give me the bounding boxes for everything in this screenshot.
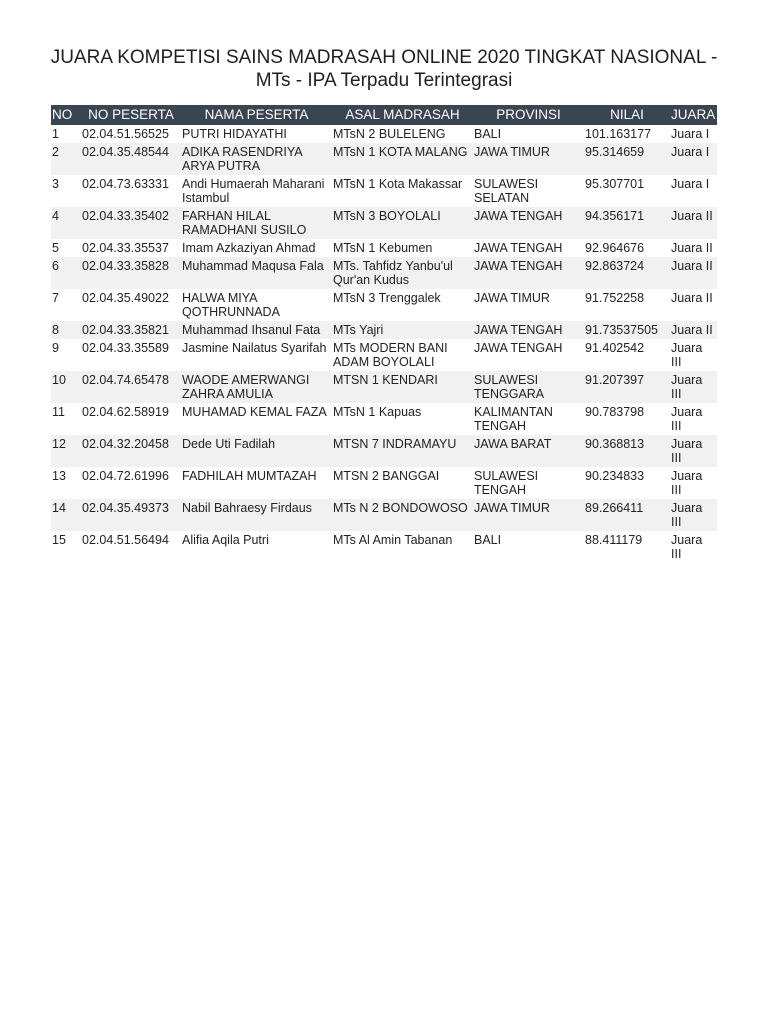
table-row: [51, 125, 717, 143]
cell-provinsi: JAWA TIMUR: [473, 143, 584, 175]
cell-provinsi: SULAWESI TENGGARA: [473, 371, 584, 403]
cell-no: 13: [51, 467, 81, 499]
cell-nilai: 91.73537505: [584, 321, 670, 339]
cell-nilai: 92.863724: [584, 257, 670, 289]
column-header-no-peserta: NO PESERTA: [81, 105, 181, 125]
cell-asal-madrasah: MTsN 1 KOTA MALANG: [332, 143, 473, 175]
cell-asal-madrasah: MTsN 3 Trenggalek: [332, 289, 473, 321]
cell-nama-peserta: Jasmine Nailatus Syarifah: [181, 339, 332, 371]
cell-juara: Juara I: [670, 125, 717, 143]
cell-nilai: 91.402542: [584, 339, 670, 371]
cell-nilai: 88.411179: [584, 531, 670, 563]
cell-no-peserta: 02.04.73.63331: [81, 175, 181, 207]
cell-asal-madrasah: MTsN 3 BOYOLALI: [332, 207, 473, 239]
cell-no-peserta: 02.04.33.35589: [81, 339, 181, 371]
cell-asal-madrasah: MTs. Tahfidz Yanbu'ul Qur'an Kudus: [332, 257, 473, 289]
cell-juara: Juara II: [670, 289, 717, 321]
cell-no: 7: [51, 289, 81, 321]
cell-provinsi: JAWA TENGAH: [473, 207, 584, 239]
cell-no-peserta: 02.04.51.56494: [81, 531, 181, 563]
cell-juara: Juara II: [670, 207, 717, 239]
cell-no: 12: [51, 435, 81, 467]
cell-asal-madrasah: MTs Al Amin Tabanan: [332, 531, 473, 563]
cell-provinsi: SULAWESI TENGAH: [473, 467, 584, 499]
column-header-asal-madrasah: ASAL MADRASAH: [332, 105, 473, 125]
cell-no-peserta: 02.04.35.49022: [81, 289, 181, 321]
column-header-no: NO: [51, 105, 81, 125]
cell-nilai: 95.307701: [584, 175, 670, 207]
cell-provinsi: SULAWESI SELATAN: [473, 175, 584, 207]
cell-nama-peserta: HALWA MIYA QOTHRUNNADA: [181, 289, 332, 321]
cell-no-peserta: 02.04.74.65478: [81, 371, 181, 403]
cell-nama-peserta: FARHAN HILAL RAMADHANI SUSILO: [181, 207, 332, 239]
cell-no: 11: [51, 403, 81, 435]
cell-provinsi: KALIMANTAN TENGAH: [473, 403, 584, 435]
cell-no-peserta: 02.04.33.35821: [81, 321, 181, 339]
cell-provinsi: JAWA TENGAH: [473, 339, 584, 371]
table-row: [51, 339, 717, 371]
table-row: [51, 207, 717, 239]
column-header-provinsi: PROVINSI: [473, 105, 584, 125]
cell-nilai: 90.783798: [584, 403, 670, 435]
cell-nilai: 90.234833: [584, 467, 670, 499]
cell-juara: Juara III: [670, 531, 717, 563]
cell-asal-madrasah: MTSN 7 INDRAMAYU: [332, 435, 473, 467]
table-row: [51, 435, 717, 467]
cell-nama-peserta: Muhammad Ihsanul Fata: [181, 321, 332, 339]
cell-asal-madrasah: MTSN 2 BANGGAI: [332, 467, 473, 499]
cell-asal-madrasah: MTsN 1 Kebumen: [332, 239, 473, 257]
document-title: [40, 46, 728, 92]
cell-no-peserta: 02.04.33.35402: [81, 207, 181, 239]
cell-no-peserta: 02.04.33.35537: [81, 239, 181, 257]
cell-asal-madrasah: MTsN 1 Kapuas: [332, 403, 473, 435]
cell-juara: Juara III: [670, 499, 717, 531]
title-line-1: JUARA KOMPETISI SAINS MADRASAH ONLINE 2020 TINGKAT NASIONAL -: [50, 47, 718, 68]
cell-juara: Juara III: [670, 339, 717, 371]
cell-no: 1: [51, 125, 81, 143]
cell-juara: Juara I: [670, 143, 717, 175]
cell-no: 10: [51, 371, 81, 403]
cell-nama-peserta: Nabil Bahraesy Firdaus: [181, 499, 332, 531]
cell-no-peserta: 02.04.32.20458: [81, 435, 181, 467]
table-row: [51, 371, 717, 403]
cell-juara: Juara III: [670, 435, 717, 467]
cell-nilai: 89.266411: [584, 499, 670, 531]
cell-no: 9: [51, 339, 81, 371]
cell-nama-peserta: MUHAMAD KEMAL FAZA: [181, 403, 332, 435]
cell-nama-peserta: Imam Azkaziyan Ahmad: [181, 239, 332, 257]
cell-provinsi: BALI: [473, 531, 584, 563]
cell-asal-madrasah: MTs Yajri: [332, 321, 473, 339]
table-body: [51, 125, 717, 563]
cell-nama-peserta: FADHILAH MUMTAZAH: [181, 467, 332, 499]
cell-provinsi: JAWA TENGAH: [473, 239, 584, 257]
cell-no: 14: [51, 499, 81, 531]
cell-asal-madrasah: MTSN 1 KENDARI: [332, 371, 473, 403]
cell-juara: Juara II: [670, 239, 717, 257]
cell-no: 15: [51, 531, 81, 563]
cell-no-peserta: 02.04.35.48544: [81, 143, 181, 175]
results-table: [51, 105, 717, 563]
cell-nama-peserta: Alifia Aqila Putri: [181, 531, 332, 563]
table-row: [51, 499, 717, 531]
table-row: [51, 143, 717, 175]
cell-asal-madrasah: MTsN 1 Kota Makassar: [332, 175, 473, 207]
column-header-nilai: NILAI: [584, 105, 670, 125]
cell-no: 4: [51, 207, 81, 239]
cell-nilai: 90.368813: [584, 435, 670, 467]
cell-no-peserta: 02.04.33.35828: [81, 257, 181, 289]
cell-asal-madrasah: MTsN 2 BULELENG: [332, 125, 473, 143]
cell-nilai: 92.964676: [584, 239, 670, 257]
cell-no: 3: [51, 175, 81, 207]
cell-no-peserta: 02.04.72.61996: [81, 467, 181, 499]
cell-nilai: 91.752258: [584, 289, 670, 321]
cell-juara: Juara II: [670, 257, 717, 289]
column-header-nama-peserta: NAMA PESERTA: [181, 105, 332, 125]
cell-no: 5: [51, 239, 81, 257]
cell-no-peserta: 02.04.51.56525: [81, 125, 181, 143]
cell-juara: Juara III: [670, 371, 717, 403]
cell-nama-peserta: ADIKA RASENDRIYA ARYA PUTRA: [181, 143, 332, 175]
cell-provinsi: JAWA TENGAH: [473, 257, 584, 289]
cell-no: 8: [51, 321, 81, 339]
table-row: [51, 239, 717, 257]
cell-nama-peserta: Dede Uti Fadilah: [181, 435, 332, 467]
cell-nilai: 95.314659: [584, 143, 670, 175]
cell-nama-peserta: PUTRI HIDAYATHI: [181, 125, 332, 143]
cell-asal-madrasah: MTs MODERN BANI ADAM BOYOLALI: [332, 339, 473, 371]
cell-no: 2: [51, 143, 81, 175]
cell-juara: Juara II: [670, 321, 717, 339]
column-header-juara: JUARA: [670, 105, 717, 125]
cell-no-peserta: 02.04.35.49373: [81, 499, 181, 531]
cell-juara: Juara III: [670, 403, 717, 435]
cell-nama-peserta: Andi Humaerah Maharani Istambul: [181, 175, 332, 207]
table-row: [51, 467, 717, 499]
cell-asal-madrasah: MTs N 2 BONDOWOSO: [332, 499, 473, 531]
table-row: [51, 531, 717, 563]
cell-provinsi: JAWA TENGAH: [473, 321, 584, 339]
table-row: [51, 321, 717, 339]
title-line-2: MTs - IPA Terpadu Terintegrasi: [255, 70, 513, 91]
cell-juara: Juara I: [670, 175, 717, 207]
cell-nama-peserta: Muhammad Maqusa Fala: [181, 257, 332, 289]
cell-nama-peserta: WAODE AMERWANGI ZAHRA AMULIA: [181, 371, 332, 403]
cell-provinsi: JAWA TIMUR: [473, 289, 584, 321]
cell-nilai: 94.356171: [584, 207, 670, 239]
cell-provinsi: JAWA TIMUR: [473, 499, 584, 531]
table-row: [51, 257, 717, 289]
cell-juara: Juara III: [670, 467, 717, 499]
cell-provinsi: JAWA BARAT: [473, 435, 584, 467]
table-row: [51, 289, 717, 321]
table-header-row: [51, 105, 717, 125]
cell-no-peserta: 02.04.62.58919: [81, 403, 181, 435]
cell-nilai: 101.163177: [584, 125, 670, 143]
cell-nilai: 91.207397: [584, 371, 670, 403]
table-row: [51, 403, 717, 435]
cell-no: 6: [51, 257, 81, 289]
table-row: [51, 175, 717, 207]
cell-provinsi: BALI: [473, 125, 584, 143]
